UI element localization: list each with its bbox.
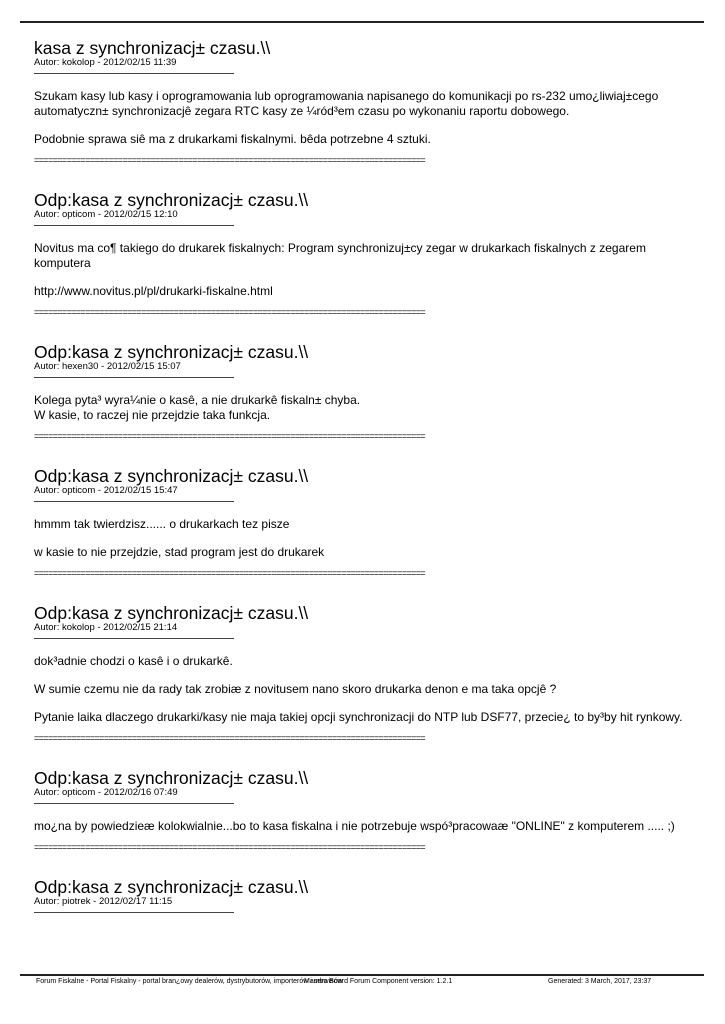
- post: [34, 38, 684, 165]
- post-meta: Autor: kokolop - 2012/02/15 21:14: [34, 622, 178, 633]
- meta-divider: [34, 803, 234, 804]
- post-title: Odp:kasa z synchronizacj± czasu.\\: [34, 342, 309, 362]
- post: [34, 877, 684, 913]
- footer-rule: [20, 974, 704, 976]
- post-paragraph: dok³adnie chodzi o kasê i o drukarkê.: [34, 654, 233, 668]
- post-meta: Autor: kokolop - 2012/02/15 11:39: [34, 57, 177, 68]
- post-meta: Autor: opticom - 2012/02/15 12:10: [34, 209, 178, 220]
- post-paragraph: Pytanie laika dlaczego drukarki/kasy nie maja takiej opcji synchronizacji do NTP lub DSF77, przecie¿ to by³by hit rynkowy.: [34, 710, 683, 724]
- post-meta: Autor: opticom - 2012/02/15 15:47: [34, 485, 178, 496]
- post: [34, 603, 684, 743]
- post: [34, 768, 684, 852]
- post-paragraph: mo¿na by powiedzieæ kolokwialnie...bo to kasa fiskalna i nie potrzebuje wspó³pracowaæ "ONLINE" z komputerem ..... ;): [34, 819, 675, 833]
- post-paragraph: Novitus ma co¶ takiego do drukarek fiskalnych: Program synchronizuj±cy zegar w drukarkach fiskalnych z zegarem komputera: [34, 241, 646, 270]
- post-body: [34, 241, 684, 299]
- post-body: [34, 89, 684, 147]
- footer-component-version: Mambo Board Forum Component version: 1.2.1: [304, 978, 453, 985]
- post-paragraph: hmmm tak twierdzisz...... o drukarkach tez pisze: [34, 517, 290, 531]
- post-body: [34, 654, 684, 725]
- meta-divider: [34, 638, 234, 639]
- post: [34, 190, 684, 317]
- post-separator: ====================================================================================: [34, 155, 426, 165]
- post-separator: ====================================================================================: [34, 568, 426, 578]
- meta-divider: [34, 73, 234, 74]
- top-rule: [20, 21, 704, 23]
- meta-divider: [34, 912, 234, 913]
- post-title: Odp:kasa z synchronizacj± czasu.\\: [34, 877, 309, 897]
- post-title: Odp:kasa z synchronizacj± czasu.\\: [34, 768, 309, 788]
- post-meta: Autor: piotrek - 2012/02/17 11:15: [34, 896, 173, 907]
- post-body: [34, 819, 684, 834]
- post-separator: ====================================================================================: [34, 431, 426, 441]
- post-meta: Autor: opticom - 2012/02/16 07:49: [34, 787, 178, 798]
- post-separator: ====================================================================================: [34, 733, 426, 743]
- post-separator: ====================================================================================: [34, 307, 426, 317]
- post: [34, 342, 684, 441]
- post-title: Odp:kasa z synchronizacj± czasu.\\: [34, 190, 309, 210]
- footer-site-name: Forum Fiskalne - Portal Fiskalny - portal bran¿owy dealerów, dystrybutorów, importerów i serwisów: [36, 978, 343, 985]
- post-body: [34, 517, 684, 560]
- meta-divider: [34, 501, 234, 502]
- post-paragraph: Kolega pyta³ wyra¼nie o kasê, a nie drukarkê fiskaln± chyba. W kasie, to raczej nie przejdzie taka funkcja.: [34, 393, 361, 422]
- post-title: kasa z synchronizacj± czasu.\\: [34, 38, 271, 58]
- meta-divider: [34, 225, 234, 226]
- meta-divider: [34, 377, 234, 378]
- post-body: [34, 393, 684, 423]
- post: [34, 466, 684, 578]
- post-title: Odp:kasa z synchronizacj± czasu.\\: [34, 603, 309, 623]
- post-separator: ====================================================================================: [34, 842, 426, 852]
- post-title: Odp:kasa z synchronizacj± czasu.\\: [34, 466, 309, 486]
- post-link[interactable]: http://www.novitus.pl/pl/drukarki-fiskalne.html: [34, 284, 273, 298]
- post-paragraph: Podobnie sprawa siê ma z drukarkami fiskalnymi. bêda potrzebne 4 sztuki.: [34, 132, 431, 146]
- post-paragraph: w kasie to nie przejdzie, stad program jest do drukarek: [34, 545, 325, 559]
- post-meta: Autor: hexen30 - 2012/02/15 15:07: [34, 361, 181, 372]
- footer-generated-date: Generated: 3 March, 2017, 23:37: [548, 978, 652, 985]
- post-paragraph: W sumie czemu nie da rady tak zrobiæ z novitusem nano skoro drukarka denon e ma taka opcjê ?: [34, 682, 557, 696]
- post-paragraph: Szukam kasy lub kasy i oprogramowania lub oprogramowania napisanego do komunikacji po rs-232 umo¿liwiaj±cego automatyczn± synchronizacjê zegara RTC kasy ze ¼ród³em czasu po wykonaniu raportu dobowego.: [34, 89, 659, 118]
- posts-container: [34, 38, 684, 913]
